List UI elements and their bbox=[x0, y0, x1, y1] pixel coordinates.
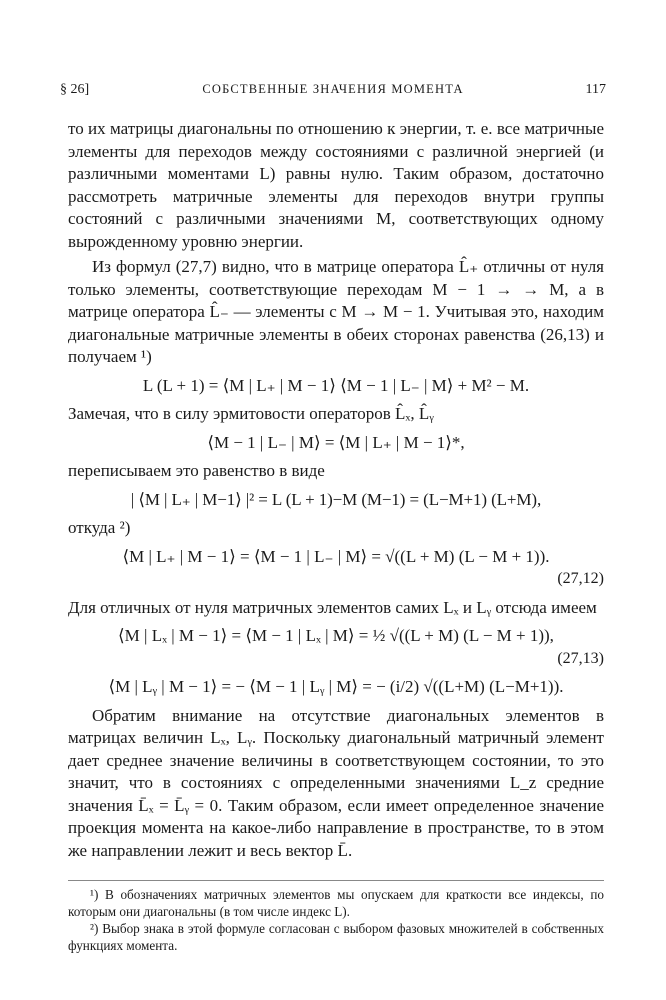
section-marker: § 26] bbox=[60, 82, 90, 97]
footnote-1: ¹) В обозначениях матричных элементов мы опускаем для краткости все индексы, по которым они диагональны (в том числе индекс L). bbox=[68, 887, 604, 919]
equation-number-27-12: (27,12) bbox=[557, 570, 604, 587]
equation-number-27-13: (27,13) bbox=[557, 649, 604, 667]
paragraph-5: откуда ²) bbox=[68, 518, 131, 537]
equation-27-12 bbox=[68, 546, 604, 591]
equation-squared-modulus: | ⟨M | L₊ | M−1⟩ |² = L (L + 1)−M (M−1) = (L−M+1) (L+M), bbox=[130, 489, 542, 509]
equation-27-12-body: ⟨M | L₊ | M − 1⟩ = ⟨M − 1 | L₋ | M⟩ = √((L + M) (L − M + 1)). bbox=[122, 546, 550, 566]
equation-lx-body: ⟨M | Lₓ | M − 1⟩ = ⟨M − 1 | Lₓ | M⟩ = ½ √((L + M) (L − M + 1)), bbox=[118, 626, 554, 645]
footnotes bbox=[68, 880, 604, 954]
page-body bbox=[68, 118, 604, 862]
page-number: 117 bbox=[585, 82, 606, 97]
equation-27-13-ly: ⟨M | Lᵧ | M − 1⟩ = − ⟨M − 1 | Lᵧ | M⟩ = − (i/2) √((L+M) (L−M+1)). bbox=[108, 677, 564, 696]
paragraph-4: переписываем это равенство в виде bbox=[68, 461, 325, 480]
equation-diagonal-elements: L (L + 1) = ⟨M | L₊ | M − 1⟩ ⟨M − 1 | L₋ | M⟩ + M² − M. bbox=[142, 375, 530, 395]
running-header bbox=[60, 82, 606, 102]
paragraph-3: Замечая, что в силу эрмитовости операторов L̂ₓ, L̂ᵧ bbox=[68, 404, 434, 423]
paragraph-7: Обратим внимание на отсутствие диагональных элементов в матрицах величин Lₓ, Lᵧ. Поскольку диагональный матричный элемент дает среднее значение величины в соответствующем состоянии, то это значит, что в состояниях с определенными значениями L_z средние значения L̄ₓ = L̄ᵧ = 0. Таким образом, если имеет определенное значение проекция момента на какое-либо направление в пространстве, то в этом же направлении лежит и весь вектор L̄. bbox=[68, 705, 604, 860]
running-title: СОБСТВЕННЫЕ ЗНАЧЕНИЯ МОМЕНТА bbox=[202, 82, 464, 96]
equation-hermitian-relation: ⟨M − 1 | L₋ | M⟩ = ⟨M | L₊ | M − 1⟩*, bbox=[207, 432, 465, 452]
paragraph-1: то их матрицы диагональны по отношению к энергии, т. е. все матричные элементы для переходов между состояниями с различной энергией (и различными моментами L) равны нулю. Таким образом, достаточно рассмотреть матричные элементы для переходов внутри группы состояний с различными значениями M, соответствующих одному вырожденному уровню энергии. bbox=[68, 119, 604, 251]
paragraph-2: Из формул (27,7) видно, что в матрице оператора L̂₊ отличны от нуля только элементы, соответствующие переходам M − 1 → → M, а в матрице оператора L̂₋ — элементы с M → M − 1. Учитывая это, находим диагональные матричные элементы в обеих сторонах равенства (26,13) и получаем ¹) bbox=[68, 257, 604, 366]
paragraph-6: Для отличных от нуля матричных элементов самих Lₓ и Lᵧ отсюда имеем bbox=[68, 597, 597, 617]
equation-27-13-lx bbox=[68, 625, 604, 670]
footnote-2: ²) Выбор знака в этой формуле согласован с выбором фазовых множителей в собственных функциях момента. bbox=[68, 921, 604, 953]
